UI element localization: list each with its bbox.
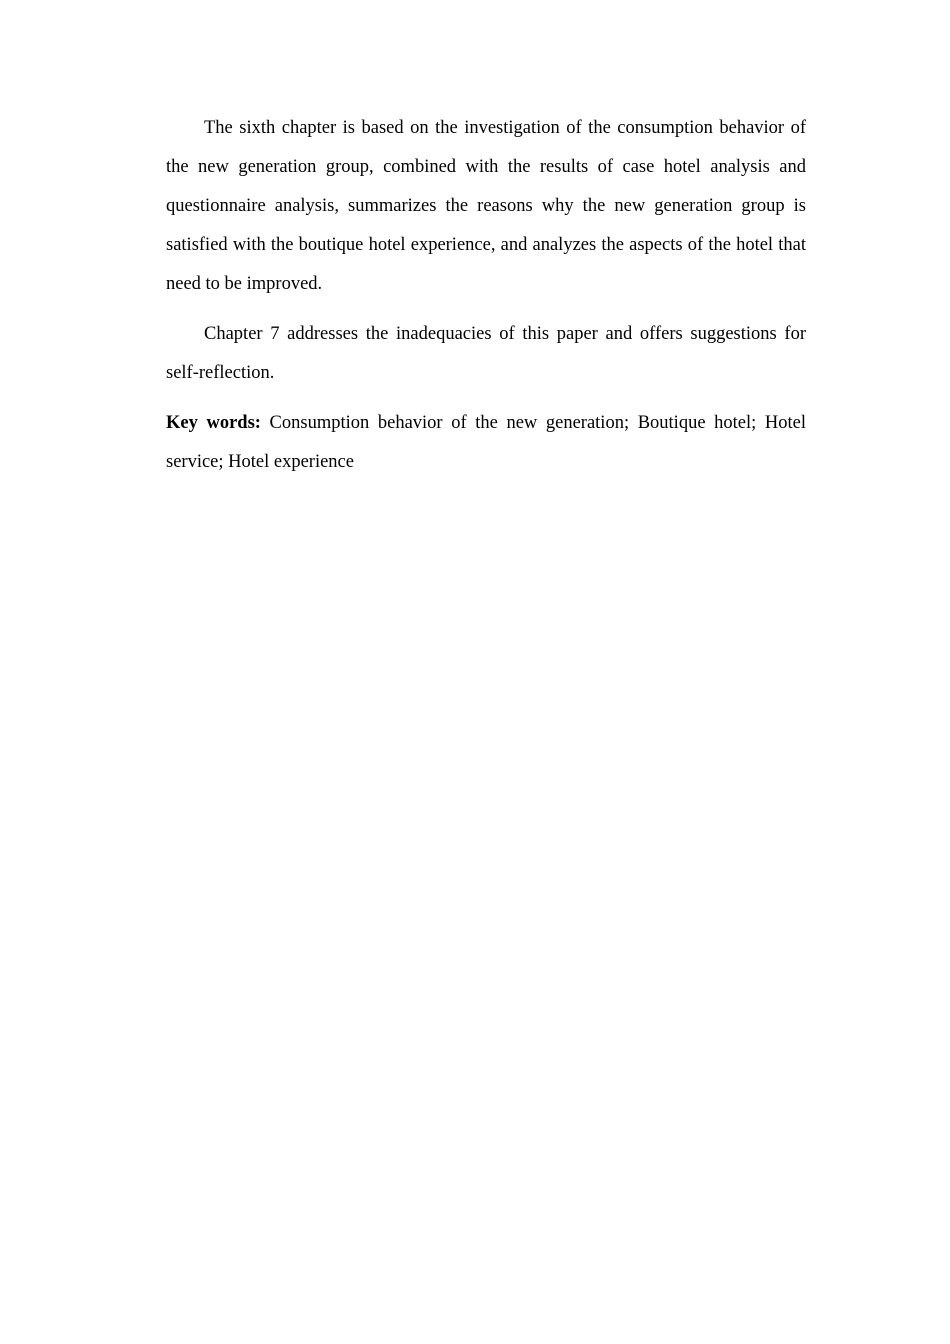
keywords-text: Consumption behavior of the new generation; Boutique hotel; Hotel service; Hotel experience [166, 413, 806, 472]
paragraph-chapter-seven: Chapter 7 addresses the inadequacies of this paper and offers suggestions for self-reflection. [166, 324, 806, 383]
document-body [166, 109, 806, 493]
keywords-paragraph [166, 404, 806, 482]
keywords-label: Key words: [166, 413, 261, 433]
paragraph-chapter-six: The sixth chapter is based on the investigation of the consumption behavior of the new generation group, combined with the results of case hotel analysis and questionnaire analysis, summarizes the reasons why the new generation group is satisfied with the boutique hotel experience, and analyzes the aspects of the hotel that need to be improved. [166, 118, 806, 294]
